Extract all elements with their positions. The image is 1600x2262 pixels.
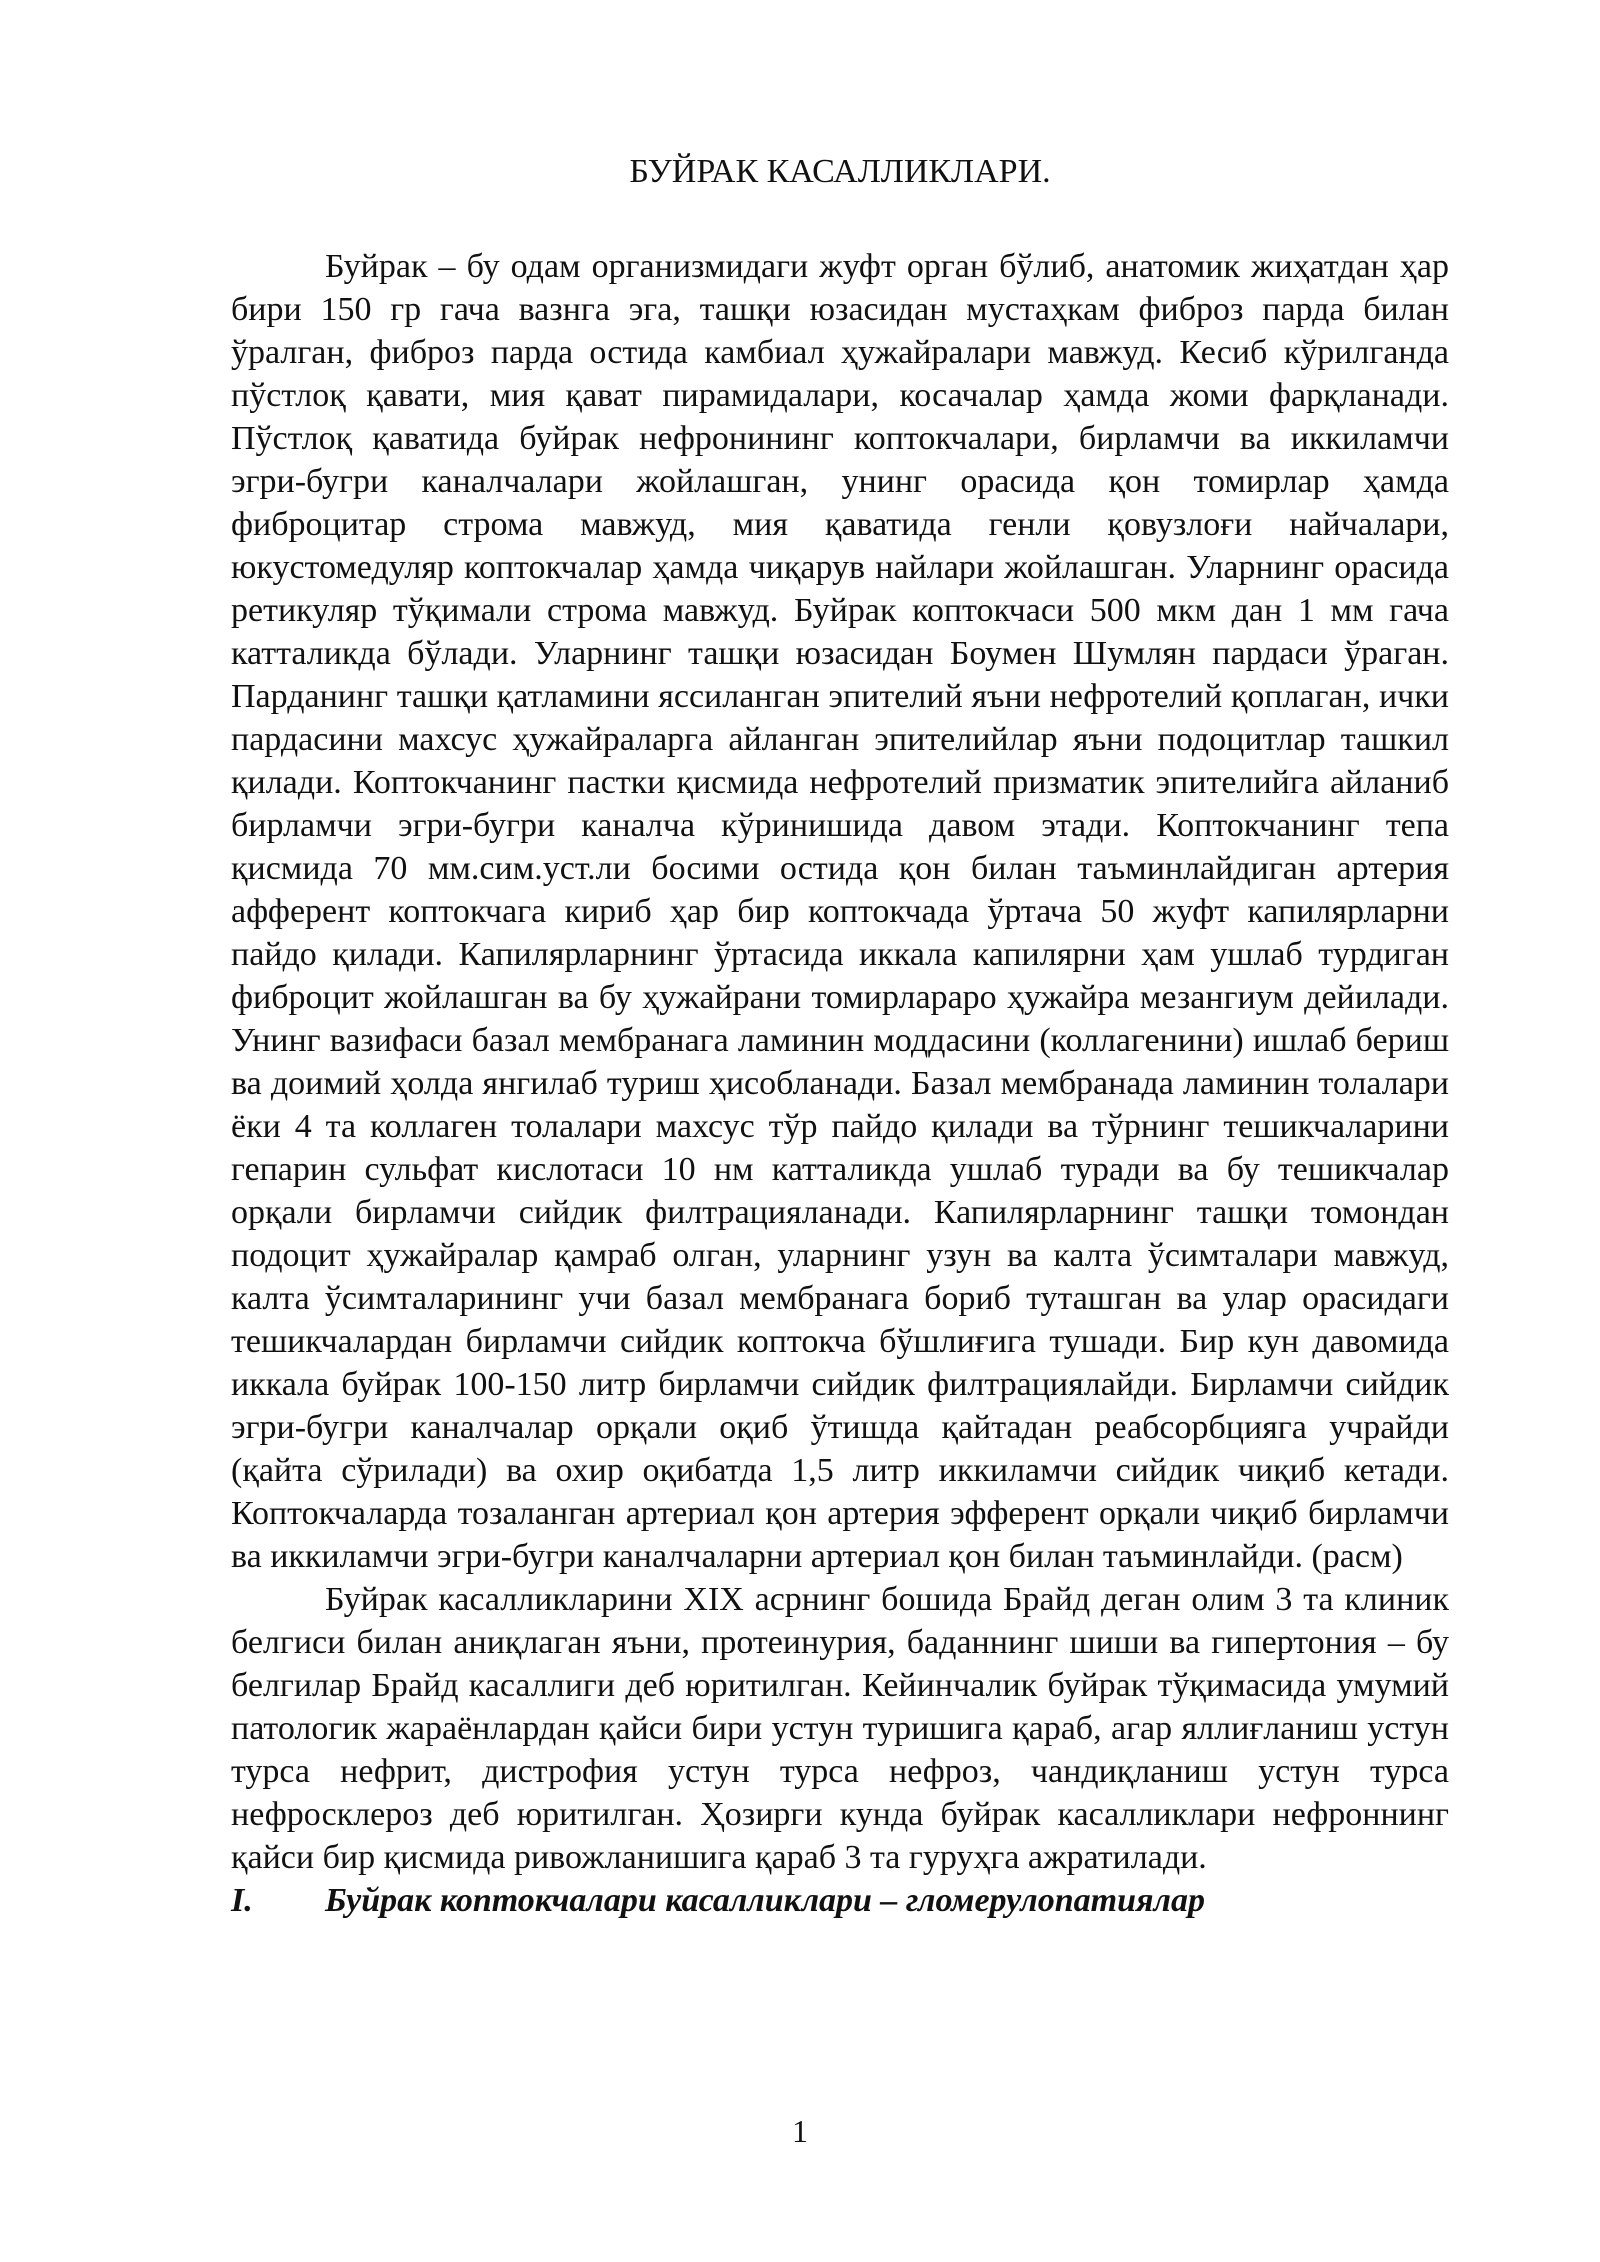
document-page: [231, 150, 1449, 1922]
section-heading: [231, 1879, 1449, 1922]
section-heading-number: I.: [231, 1882, 253, 1919]
document-title: БУЙРАК КАСАЛЛИКЛАРИ.: [629, 153, 1051, 190]
paragraph-kidney-diseases-history: Буйрак касалликларини XIX асрнинг бошида Брайд деган олим 3 та клиник белгиси билан аниқлаган яъни, протеинурия, баданнинг шиши ва гипертония – бу белгилар Брайд касаллиги деб юритилган. Кейинчалик буйрак тўқимасида умумий патологик жараёнлардан қайси бири устун туришига қараб, агар яллиғланиш устун турса нефрит, дистрофия устун турса нефроз, чандиқланиш устун турса нефросклероз деб юритилган. Ҳозирги кунда буйрак касалликлари нефроннинг қайси бир қисмида ривожланишига қараб 3 та гуруҳга ажратилади.: [231, 1581, 1449, 1876]
paragraph-kidney-anatomy: Буйрак – бу одам организмидаги жуфт орган бўлиб, анатомик жиҳатдан ҳар бири 150 гр гача вазнга эга, ташқи юзасидан мустаҳкам фиброз парда билан ўралган, фиброз парда остида камбиал ҳужайралари мавжуд. Кесиб кўрилганда пўстлоқ қавати, мия қават пирамидалари, косачалар ҳамда жоми фарқланади. Пўстлоқ қаватида буйрак нефронининг коптокчалари, бирламчи ва иккиламчи эгри-бугри каналчалари жойлашган, унинг орасида қон томирлар ҳамда фиброцитар строма мавжуд, мия қаватида генли қовузлоғи найчалари, юкустомедуляр коптокчалар ҳамда чиқарув найлари жойлашган. Уларнинг орасида ретикуляр тўқимали строма мавжуд. Буйрак коптокчаси 500 мкм дан 1 мм гача катталикда бўлади. Уларнинг ташқи юзасидан Боумен Шумлян пардаси ўраган. Парданинг ташқи қатламини яссиланган эпителий яъни нефротелий қоплаган, ички пардасини махсус ҳужайраларга айланган эпителийлар яъни подоцитлар ташкил қилади. Коптокчанинг пастки қисмида нефротелий призматик эпителийга айланиб бирламчи эгри-бугри каналча кўринишида давом этади. Коптокчанинг тепа қисмида 70 мм.сим.уст.ли босими остида қон билан таъминлайдиган артерия афферент коптокчага кириб ҳар бир коптокчада ўртача 50 жуфт капилярларни пайдо қилади. Капилярларнинг ўртасида иккала капилярни ҳам ушлаб турдиган фиброцит жойлашган ва бу ҳужайрани томирлараро ҳужайра мезангиум дейилади. Унинг вазифаси базал мембранага ламинин моддасини (коллагенини) ишлаб бериш ва доимий ҳолда янгилаб туриш ҳисобланади. Базал мембранада ламинин толалари ёки 4 та коллаген толалари махсус тўр пайдо қилади ва тўрнинг тешикчаларини гепарин сульфат кислотаси 10 нм катталикда ушлаб туради ва бу тешикчалар орқали бирламчи сийдик филтрацияланади. Капилярларнинг ташқи томондан подоцит ҳужайралар қамраб олган, уларнинг узун ва калта ўсимталари мавжуд, калта ўсимталарининг учи базал мембранага бориб туташган ва улар орасидаги тешикчалардан бирламчи сийдик коптокча бўшлиғига тушади. Бир кун давомида иккала буйрак 100-150 литр бирламчи сийдик филтрациялайди. Бирламчи сийдик эгри-бугри каналчалар орқали оқиб ўтишда қайтадан реабсорбцияга учрайди (қайта сўрилади) ва охир оқибатда 1,5 литр иккиламчи сийдик чиқиб кетади. Коптокчаларда тозаланган артериал қон артерия эфферент орқали чиқиб бирламчи ва иккиламчи эгри-бугри каналчаларни артериал қон билан таъминлайди. (расм): [231, 248, 1449, 1575]
page-number: 1: [792, 2113, 808, 2149]
section-heading-text: Буйрак коптокчалари касалликлари – гломерулопатиялар: [325, 1882, 1205, 1919]
